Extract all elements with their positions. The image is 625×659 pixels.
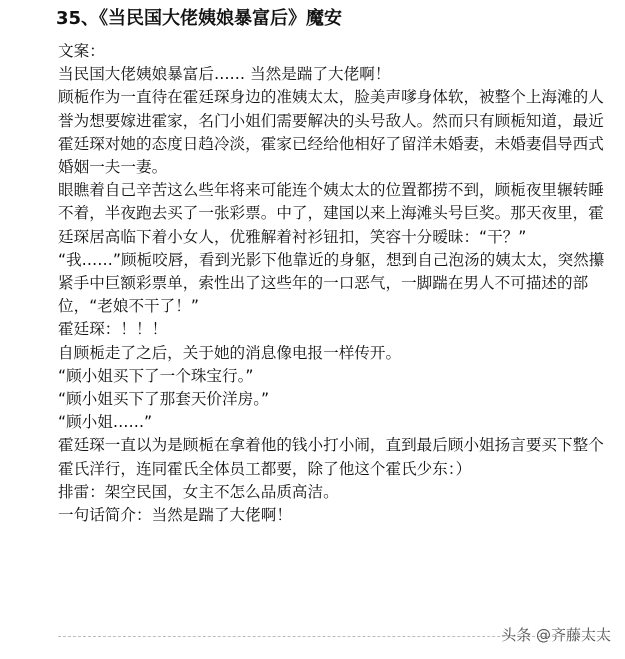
paragraph-story-2: 眼瞧着自己辛苦这么些年将来可能连个姨太太的位置都捞不到，顾栀夜里辗转睡不着，半夜跑去买了一张彩票。中了，建国以来上海滩头号巨奖。那天夜里，霍廷琛居高临下着小女人，优雅解着衬衫钮扣，笑容十分暧昧：“干？” [58,181,604,246]
paragraph-tagline: 当民国大佬姨娘暴富后…… 当然是踹了大佬啊！ [58,65,391,84]
paragraph-story-3: “我……”顾栀咬唇，看到光影下他靠近的身躯，想到自己泡汤的姨太太，突然攥紧手中巨额彩票单，索性出了这些年的一口恶气，一脚踹在男人不可描述的部位，“老娘不干了！” [58,250,605,316]
paragraph-reaction: 霍廷琛：！！！ [58,320,168,339]
paragraph-quote-2: “顾小姐买下了那套天价洋房。” [58,390,270,409]
watermark-credit: 头条 @齐藤太太 [501,626,611,644]
paragraph-story-4: 霍廷琛一直以为是顾栀在拿着他的钱小打小闹，直到最后顾小姐扬言要买下整个霍氏洋行，连同霍氏全体员工都要，除了他这个霍氏少东：） [58,436,604,478]
paragraph-quote-3: “顾小姐……” [58,413,153,432]
document-body [58,40,610,527]
paragraph-news: 自顾栀走了之后，关于她的消息像电报一样传开。 [58,343,402,362]
paragraph-intro-label: 文案： [58,42,105,60]
paragraph-warning: 排雷：架空民国，女主不怎么品质高洁。 [58,482,339,501]
paragraph-summary: 一句话简介：当然是踹了大佬啊！ [58,506,292,525]
paragraph-story-1: 顾栀作为一直待在霍廷琛身边的准姨太太，脸美声嗲身体软，被整个上海滩的人誉为想要嫁进霍家，名门小姐们需要解决的头号敌人。然而只有顾栀知道，最近霍廷琛对她的态度日趋冷淡，霍家已经给他相好了留洋未婚妻，未婚妻倡导西式婚姻一夫一妻。 [58,88,604,177]
book-title: 35、《当民国大佬姨娘暴富后》魔安 [56,8,343,29]
paragraph-quote-1: “顾小姐买下了一个珠宝行。” [58,366,254,385]
